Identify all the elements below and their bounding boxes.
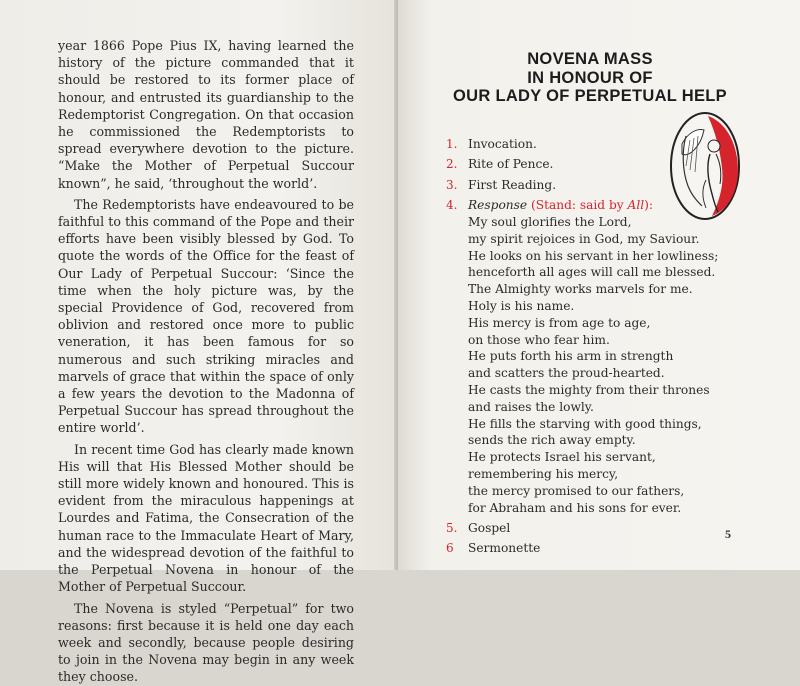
left-page bbox=[0, 0, 398, 685]
response-instruction bbox=[531, 198, 653, 212]
title-line: IN HONOUR OF bbox=[527, 68, 653, 87]
page-number: 5 bbox=[725, 527, 731, 541]
item-text: Invocation. bbox=[468, 137, 537, 151]
verse-line: and raises the lowly. bbox=[468, 399, 594, 414]
verse-line: and scatters the proud-hearted. bbox=[468, 366, 665, 381]
verse-line: The Almighty works marvels for me. bbox=[468, 282, 693, 297]
left-paragraph: year 1866 Pope Pius IX, having learned the history of the picture commanded that it should be restored to its former place of honour, and entrusted its guardianship to the Redemptorist Congregation. On that occasion he commissioned the Redemptorists to spread everywhere devotion to the picture. “Make the Mother of Perpetual Succour known”, he said, ‘throughout the world’. bbox=[58, 38, 354, 191]
item-number: 1. bbox=[446, 137, 458, 151]
verse-line: He looks on his servant in her lowliness; bbox=[468, 248, 719, 263]
verse-line: He protects Israel his servant, bbox=[468, 450, 656, 465]
verse-line: henceforth all ages will call me blessed. bbox=[468, 265, 716, 280]
left-paragraph: The Novena is styled “Perpetual” for two reasons: first because it is held one day each week and secondly, because people desiring to join in the Novena may begin in any week they choose. bbox=[58, 600, 354, 685]
verse-line: my spirit rejoices in God, my Saviour. bbox=[468, 231, 700, 246]
left-paragraph: The Redemptorists have endeavoured to be faithful to this command of the Pope and their efforts have been visibly blessed by God. To quote the words of the Office for the feast of Our Lady of Perpetual Succour: ‘Since the time when the holy picture was, by the special Providence of God, recovered from oblivion and restored once more to public veneration, it has been famous for so numerous and such striking miracles and marvels of grace that within the space of only a few years the devotion to the Madonna of Perpetual Succour has spread throughout the entire world’. bbox=[58, 196, 354, 436]
page-title bbox=[440, 50, 740, 106]
verse-line: remembering his mercy, bbox=[468, 466, 619, 481]
verse-line: the mercy promised to our fathers, bbox=[468, 483, 685, 498]
left-page-text bbox=[58, 37, 354, 686]
list-item bbox=[444, 136, 734, 153]
item-number: 6 bbox=[446, 541, 454, 556]
item-number: 5. bbox=[446, 520, 458, 535]
response-heading bbox=[444, 197, 734, 214]
list-item bbox=[444, 540, 734, 557]
item-number: 2. bbox=[446, 157, 458, 172]
left-paragraph: In recent time God has clearly made known His will that His Blessed Mother should be still more widely known and honoured. This is evident from the miraculous happenings at Lourdes and Fatima, the Consecration of the human race to the Immaculate Heart of Mary, and the widespread devotion of the faithful to the Perpetual Novena in honour of the Mother of Perpetual Succour. bbox=[58, 441, 354, 595]
item-text: First Reading. bbox=[468, 177, 557, 192]
title-line: NOVENA MASS bbox=[527, 50, 653, 68]
mass-order-list bbox=[444, 136, 734, 557]
verse-line: His mercy is from age to age, bbox=[468, 315, 651, 330]
title-line: OUR LADY OF PERPETUAL HELP bbox=[453, 87, 727, 105]
verse-line: My soul glorifies the Lord, bbox=[468, 214, 632, 229]
verse-line: on those who fear him. bbox=[468, 332, 610, 347]
list-item bbox=[444, 177, 734, 194]
item-number: 3. bbox=[446, 177, 458, 192]
verse-line: He fills the starving with good things, bbox=[468, 416, 702, 431]
item-number: 4. bbox=[446, 198, 458, 213]
verse-line: He casts the mighty from their thrones bbox=[468, 382, 710, 397]
verse-line: He puts forth his arm in strength bbox=[468, 349, 674, 364]
response-label: Response bbox=[468, 198, 528, 213]
verse-line: Holy is his name. bbox=[468, 298, 575, 313]
instruction-prefix: (Stand: said by bbox=[530, 198, 628, 213]
list-item bbox=[444, 156, 734, 173]
instruction-suffix: ): bbox=[644, 198, 654, 213]
instruction-all: All bbox=[627, 198, 645, 213]
item-text: Rite of Pence. bbox=[468, 157, 554, 172]
item-text: Sermonette bbox=[468, 541, 541, 556]
verse-line: sends the rich away empty. bbox=[468, 433, 636, 448]
verse-line: for Abraham and his sons for ever. bbox=[468, 500, 682, 515]
item-text: Gospel bbox=[468, 520, 511, 535]
list-item bbox=[444, 520, 734, 537]
